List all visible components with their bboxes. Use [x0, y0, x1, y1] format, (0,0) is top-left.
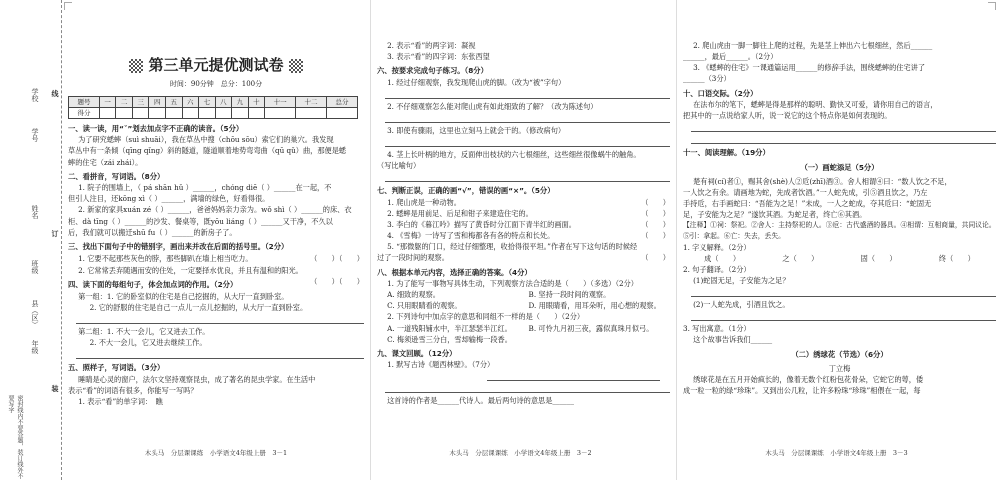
judge-text: 1. 爬山虎是一种动物。 — [387, 197, 461, 207]
score-header-cell: 八 — [215, 96, 232, 107]
page-column-2 — [370, 0, 670, 480]
reading-1-notes: 【注释】①祠：祭祀。②舍人：主持祭祀的人。③卮：古代盛酒的器具。④相谓：互相商量，共同议论。⑤引：拿起。⑥亡：失去，丢失。 — [683, 221, 996, 240]
reading-1-text: 一人饮之有余。请画地为蛇，先成者饮酒。”一人蛇先成，引⑤酒且饮之，乃左 — [683, 187, 928, 197]
section-2-line: 1. 院子的围墙上，（ pá shān hǔ ）______，chóng diē（ ）______在一起，不 — [78, 183, 332, 193]
section-2-line: 2. 新家的家具xuán zé（ ）______，爸爸妈妈亲力亲为。wǒ shì（ ）______的床、衣 — [78, 205, 352, 215]
poem-line[interactable] — [385, 383, 670, 393]
page-column-3 — [676, 0, 996, 480]
section-1-text: 蟀的住宅（zái zhái）。 — [68, 157, 143, 167]
section-4-line: 2. 不大一会儿，它又进去继续工作。 — [89, 338, 207, 348]
reading-subquestion: (2)一人蛇先成，引酒且饮之。 — [693, 300, 790, 310]
binding-label-name: 姓名 — [31, 205, 39, 219]
word-define-item[interactable]: 固（ ） — [860, 253, 897, 263]
judge-text: 2. 蟋蟀是用前足、后足和钳子来建造住宅的。 — [387, 208, 533, 218]
score-cell[interactable] — [199, 107, 216, 118]
binding-cut-word-3: 装 — [51, 385, 60, 392]
section-1-text: 草丛中有一条倾（qīng qǐng）斜的隧道，隧道顺着地势弯弯曲（qū qǔ）曲，那便是蟋 — [68, 146, 347, 156]
judge-item — [377, 230, 670, 241]
section-1-text: 为了研究蟋蟀（suì shuāi），我在草丛中搜（chōu sōu）索它们的巢穴。我发现 — [78, 135, 334, 145]
section-10-title: 十、口语交际。（2分） — [683, 88, 758, 98]
choice-option[interactable]: D. 用眼睛看，用耳朵听，用心想的观察。 — [528, 301, 661, 311]
section-2-line: 后，我们就可以搬迁shū fu（ ）______的新房子了。 — [68, 227, 237, 237]
score-header-cell: 十一 — [265, 96, 296, 107]
section-6-question: 2. 不仔细观察怎么能对爬山虎有如此细致的了解？（改为陈述句） — [387, 101, 598, 111]
title-row — [68, 56, 364, 76]
judge-item — [377, 208, 670, 219]
score-header-cell: 十 — [248, 96, 265, 107]
score-header-cell: 总分 — [326, 96, 357, 107]
answer-line[interactable] — [76, 314, 364, 324]
reading-subquestion: 这个故事告诉我们______ — [693, 335, 773, 345]
answer-parens[interactable]: （ ）（ ） — [310, 277, 364, 287]
page-footer: 木头马 分层课课练 小学语文4年级上册 3－1 — [144, 448, 288, 457]
score-row-label: 得分 — [69, 107, 100, 118]
section-5-text: 睡睛是心灵的窗户，法尔文坚持观察昆虫，成了著名的昆虫学家。在生活中 — [78, 374, 316, 384]
choice-options-row — [377, 289, 670, 300]
reading-subquestion: (1)蛇固无足，子安能为之足？ — [693, 275, 790, 285]
section-2-line: 但引人注目，还kōng xì（ ）______，满墙的绿色，好看得很。 — [68, 194, 270, 204]
word-define-item[interactable]: 成（ ） — [704, 253, 741, 263]
judge-item — [377, 219, 670, 230]
score-cell[interactable] — [232, 107, 249, 118]
answer-line[interactable] — [385, 113, 670, 123]
answer-line[interactable] — [691, 287, 996, 297]
score-header-cell: 九 — [232, 96, 249, 107]
section-7-title: 七、判断正误，正确的画“√”，错误的画“×”。（5分） — [377, 186, 555, 196]
score-header-row — [69, 96, 358, 107]
answer-line[interactable] — [385, 137, 670, 147]
section-4-line: 第二组：1. 不大一会儿，它又进去工作。 — [78, 327, 210, 337]
score-header-cell: 一 — [99, 96, 116, 107]
score-header-cell: 四 — [149, 96, 166, 107]
binding-cut-word-1: 线 — [51, 90, 60, 97]
score-cell[interactable] — [248, 107, 265, 118]
section-4-title: 四、读下面的每组句子，体会加点词的作用。（2分） — [68, 280, 238, 290]
section-4-line: 2. 它的舒服的住宅是自己一点儿一点儿挖掘的，从大厅一直到卧室。 — [89, 302, 308, 312]
judge-parens[interactable]: （ ） — [641, 253, 670, 263]
choice-option[interactable]: B. 坚持一段时间的观察。 — [528, 290, 611, 300]
choice-option[interactable]: C. 只用眼睛看的观察。 — [387, 301, 462, 311]
score-cell[interactable] — [99, 107, 116, 118]
choice-option[interactable]: C. 梅须逊雪三分白，雪却输梅一段香。 — [387, 334, 512, 344]
section-10-text: 在法布尔的笔下，蟋蟀是得是那样的聪明、勤快又可爱，请你用自己的语言， — [693, 99, 938, 109]
page-footer: 木头马 分层课课练 小学语文4年级上册 3－3 — [765, 448, 908, 457]
section-6-question: 1. 经过仔细观察，我发现爬山虎的脚。（改为“被”字句） — [387, 77, 566, 87]
section-2-line: 柜、dà tīng（ ）______的沙发、餐桌等，既yōu liáng（ ）______又干净，不久以 — [68, 216, 333, 226]
section-3-line — [68, 253, 364, 264]
col2-line: 2. 表示“看”的两字词：凝视 — [387, 41, 476, 50]
checker-ornament-icon — [129, 59, 143, 73]
score-header-cell: 二 — [116, 96, 133, 107]
reading-1-text: 足，子安能为之足？”遂饮其酒。为蛇足者，终亡⑥其酒。 — [683, 210, 867, 220]
binding-label-number: 学号 — [31, 128, 39, 142]
col3-line: 2. 爬山虎由一脚一脚往上爬的过程，先是茎上伸出六七根细丝，然后______ — [693, 41, 933, 50]
answer-line[interactable] — [385, 172, 670, 182]
section-9-title: 九、课文回顾。（12分） — [377, 348, 457, 358]
score-table — [68, 96, 358, 119]
judge-item — [377, 252, 670, 263]
judge-text: 3. 李白的《暮江吟》描写了黄昏时分江面下青半红的画面。 — [387, 220, 576, 229]
judge-parens[interactable]: （ ） — [641, 208, 670, 218]
score-header-cell: 七 — [199, 96, 216, 107]
binding-label-school: 学校 — [31, 88, 39, 102]
section-3-sentence: 1. 它要不起那些灰色的脖，那些脚趴在墙上相当吃力。 — [78, 254, 253, 264]
section-3-title: 三、找出下面句子中的错别字，画出来并改在后面的括号里。（2分） — [68, 241, 289, 251]
answer-line[interactable] — [691, 122, 996, 132]
reading-question: 2. 句子翻译。（2分） — [683, 264, 751, 274]
word-define-row — [683, 253, 996, 264]
page-column-1 — [68, 0, 364, 480]
section-5-title: 五、照样子，写词语。（3分） — [68, 363, 165, 373]
reading-2-author: 丁立梅 — [828, 363, 851, 373]
col3-line: ______（3分） — [683, 74, 731, 84]
section-6-title: 六、按要求完成句子练习。（8分） — [377, 66, 488, 76]
section-8-title: 八、根据本单元内容，选择正确的答案。（4分） — [377, 267, 532, 277]
score-row — [69, 107, 358, 118]
score-cell[interactable] — [265, 107, 296, 118]
page-footer: 木头马 分层课课练 小学语文4年级上册 3－2 — [449, 448, 592, 457]
section-6-question: 4. 茎上长叶柄的地方，反面伸出枝状的六七根细丝，这些细丝很像蜗牛的触角。 — [387, 150, 641, 160]
judge-text: 4. 《雪梅》一诗写了雪和梅都各有各的特点和长处。 — [387, 231, 555, 241]
checker-ornament-icon — [289, 59, 303, 73]
score-header-cell: 六 — [182, 96, 199, 107]
choice-options-row — [377, 323, 670, 334]
section-6-question: 3. 即使有骤雨，这里也立刻马上就会干的。（修改病句） — [387, 125, 566, 135]
choice-options-row — [377, 300, 670, 311]
judge-parens[interactable]: （ ） — [641, 231, 670, 241]
reading-2-text: 成一粒一粒的绿“珍珠”。又到出公几粒，让许多粉珠“珍珠”相偎在一起，每 — [683, 386, 921, 396]
binding-strip — [0, 0, 62, 480]
binding-label-class: 班级 — [31, 260, 39, 274]
choice-option[interactable]: B. 可怜九月初三夜，露似真珠月似弓。 — [528, 323, 654, 333]
score-cell[interactable] — [296, 107, 327, 118]
reading-question: 3. 写出寓意。（1分） — [683, 324, 751, 334]
score-header-cell: 五 — [166, 96, 183, 107]
score-cell[interactable] — [116, 107, 133, 118]
judge-item: 5. “那微躯的门口，经过仔细整理，收拾得很平坦。”作者在写下这句话的时候经 — [387, 242, 638, 252]
reading-1-text: 手持卮，右手画蛇曰：“吾能为之足！”未成，一人之蛇成，夺其卮曰：“蛇固无 — [683, 199, 932, 209]
section-3-sentence: 2. 它常常丢弃随遇而安的住处，一定要择水优良，并且有温和的阳光。 — [78, 266, 303, 276]
col3-line: ______，最后______。（2分） — [683, 52, 778, 62]
judge-item — [377, 197, 670, 208]
choice-question: 1. 为了能写一事物写具体生动，下列观察方法合适的是（ ）（多选）（2分） — [387, 278, 638, 288]
reading-1-heading: （一）画蛇添足（5分） — [800, 162, 879, 172]
choice-question: 2. 下列诗句中加点字的意思和同组不一样的是（ ）（2分） — [387, 312, 585, 322]
choice-option[interactable]: A. 细致的观察。 — [387, 290, 440, 300]
score-cell[interactable] — [182, 107, 199, 118]
reading-1-text: 楚有祠(cí)者①，赐其舍(shè)人②卮(zhī)酒③。舍人相谓④曰：“数人饮之不足， — [693, 176, 952, 186]
score-cell[interactable] — [149, 107, 166, 118]
section-5-line: 1. 表示“看”的单字词： 瞧 — [78, 396, 163, 406]
section-1-title: 一、读一读，用“ˇ”划去加点字不正确的读音。（5分） — [68, 123, 244, 133]
poem-title-line[interactable] — [487, 371, 660, 381]
score-header-cell: 三 — [132, 96, 149, 107]
binding-label-grade: 年级 — [31, 340, 39, 354]
col2-line: 3. 表示“看”的四字词：东张西望 — [387, 52, 490, 62]
score-cell[interactable] — [326, 107, 357, 118]
binding-cut-word-2: 订 — [51, 230, 60, 237]
exam-info: 时间：90分钟 总分：100分 — [169, 80, 263, 88]
judge-parens[interactable]: （ ） — [641, 197, 670, 207]
answer-line[interactable] — [76, 349, 364, 359]
score-cell[interactable] — [132, 107, 149, 118]
score-cell[interactable] — [166, 107, 183, 118]
reading-2-heading: （二）绣球花（节选）（6分） — [791, 349, 888, 359]
section-11-title: 十一、阅读理解。（19分） — [683, 148, 770, 158]
section-2-title: 二、看拼音，写词语。（8分） — [68, 171, 165, 181]
answer-parens[interactable]: （ ）（ ） — [310, 254, 364, 264]
word-define-item[interactable]: 之（ ） — [782, 253, 819, 263]
score-cell[interactable] — [215, 107, 232, 118]
reading-question: 1. 字义解释。（2分） — [683, 242, 751, 252]
choice-option[interactable]: A. 一道残阳铺水中，半江瑟瑟半江红。 — [387, 323, 512, 333]
judge-text: 过了一段时间的观察。 — [377, 253, 449, 263]
section-4-line: 第一组：1. 它的卧室似的住宅是自己挖掘的，从大厅一直到卧室。 — [78, 291, 289, 301]
answer-line[interactable] — [691, 134, 996, 144]
answer-line[interactable] — [385, 89, 670, 99]
score-header-cell: 十二 — [296, 96, 327, 107]
recall-question: 1. 默写古诗《题西林壁》。（7分） — [387, 360, 495, 370]
section-5-text: 表示“看”的词语有很多，你能写一写吗？ — [68, 385, 198, 395]
reading-2-text: 绣球花是在五月开始疯长的，像着无数个红粉包花骨朵，它蛇它的萼，倭 — [693, 375, 924, 385]
recall-tail: 这首诗的作者是______代诗人。最后两句诗的意思是______ — [387, 396, 574, 406]
binding-note: 密封线内不要答题，装订线外不要写字 — [7, 395, 23, 479]
section-10-text: 把其中的一点说给家人听，说一说它的这个特点你是如何表现的。 — [683, 111, 892, 121]
exam-title: 第三单元提优测试卷 — [148, 56, 284, 75]
score-header-cell: 题号 — [69, 96, 100, 107]
answer-line[interactable] — [691, 311, 996, 321]
judge-parens[interactable]: （ ） — [641, 220, 670, 229]
word-define-item[interactable]: 终（ ） — [938, 253, 975, 263]
col3-line: 3. 《蟋蟀的住宅》一课通篇运用______的修辞手法，围绕蟋蟀的住宅讲了 — [693, 63, 926, 73]
binding-label-county: 县（区） — [31, 300, 39, 328]
section-6-question: （写比喻句） — [377, 161, 421, 171]
